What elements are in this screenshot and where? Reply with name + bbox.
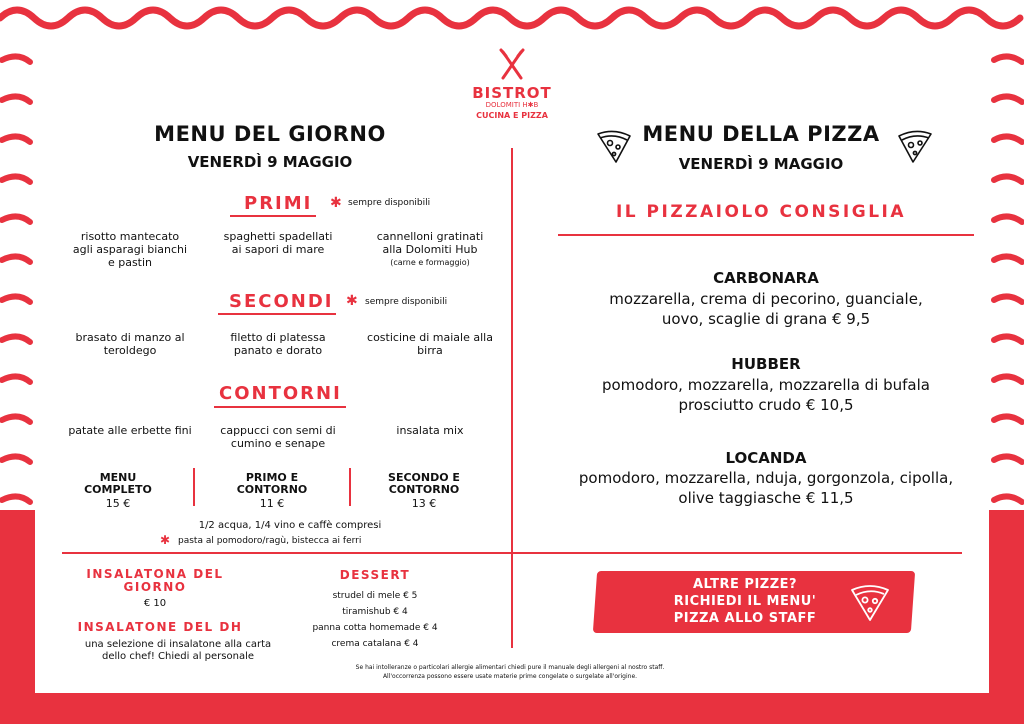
secondi-underline	[218, 313, 336, 315]
pizza-desc-line2: olive taggiasche € 11,5	[678, 489, 854, 507]
contorni-dish-3: insalata mix	[396, 424, 464, 437]
consiglia-heading: IL PIZZAIOLO CONSIGLIA	[615, 202, 907, 222]
price-value: 13 €	[411, 497, 437, 510]
secondi-dish-3: costicine di maiale alla birra	[367, 331, 493, 357]
bottom-divider	[62, 552, 962, 554]
insalatone-title: INSALATONE DEL DH	[77, 620, 243, 634]
dessert-list	[300, 588, 450, 652]
price-label: SECONDO E CONTORNO	[388, 471, 460, 496]
pizza-desc-line2: uovo, scaglie di grana € 9,5	[661, 310, 871, 328]
primi-underline	[230, 215, 316, 217]
primi-dish-2: spaghetti spadellati ai sapori di mare	[223, 230, 333, 256]
dessert-item: panna cotta homemade € 4	[312, 623, 438, 633]
banner-line: PIZZA ALLO STAFF	[673, 611, 817, 626]
left-date: VENERDÌ 9 MAGGIO	[187, 153, 353, 171]
price-label: MENU COMPLETO	[84, 471, 152, 496]
primi-heading: PRIMI	[244, 193, 313, 214]
pizza-name: HUBBER	[731, 355, 801, 373]
pizza-desc-line1: pomodoro, mozzarella, nduja, gorgonzola, cipolla,	[578, 469, 954, 487]
insalatona-price: € 10	[143, 598, 167, 609]
banner-text	[640, 576, 850, 627]
pizza-slice-icon	[848, 580, 892, 624]
fork-knife-icon	[497, 48, 527, 82]
footnote-always: pasta al pomodoro/ragù, bistecca ai ferri	[178, 536, 362, 546]
dessert-title: DESSERT	[339, 568, 411, 582]
banner-line: RICHIEDI IL MENU'	[673, 594, 817, 609]
contorni-dish-2: cappucci con semi di cumino e senape	[220, 424, 336, 450]
secondi-dish-2: filetto di platessa panato e dorato	[230, 331, 326, 357]
price-divider-2	[349, 468, 351, 506]
dessert-item: tiramishub € 4	[342, 607, 408, 617]
secondi-note: sempre disponibili	[365, 297, 448, 307]
brand-sub2: CUCINA E PIZZA	[476, 111, 548, 120]
insalatone-desc: una selezione di insalatone alla carta dello chef! Chiedi al personale	[84, 639, 272, 662]
price-value: 11 €	[259, 497, 285, 510]
contorni-dish-1: patate alle erbette fini	[68, 424, 192, 437]
primi-dish-3: cannelloni gratinati alla Dolomiti Hub	[376, 230, 484, 256]
pizza-name: LOCANDA	[725, 449, 807, 467]
asterisk-icon: ✱	[346, 293, 358, 309]
asterisk-icon: ✱	[160, 533, 171, 547]
price-divider-1	[193, 468, 195, 506]
price-label: PRIMO E CONTORNO	[236, 471, 308, 496]
disclaimer-2: All'occorrenza possono essere usate materie prime congelate o surgelate all'origine.	[382, 673, 638, 680]
dessert-item: crema catalana € 4	[331, 639, 419, 649]
right-date: VENERDÌ 9 MAGGIO	[678, 155, 844, 173]
primi-dish-3-sub: (carne e formaggio)	[390, 258, 470, 267]
contorni-underline	[214, 406, 346, 408]
right-title: MENU DELLA PIZZA	[642, 122, 880, 146]
price-secondo-contorno	[372, 472, 476, 511]
price-primo-contorno	[226, 472, 318, 511]
left-title: MENU DEL GIORNO	[154, 122, 386, 146]
primi-dish-1: risotto mantecato agli asparagi bianchi e pastin	[72, 230, 188, 269]
insalatona-title: INSALATONA DEL GIORNO	[86, 567, 224, 594]
pizza-desc-line1: pomodoro, mozzarella, mozzarella di bufala	[601, 376, 930, 394]
primi-note: sempre disponibili	[348, 198, 431, 208]
asterisk-icon: ✱	[330, 195, 342, 211]
pizza-name: CARBONARA	[713, 269, 819, 287]
dessert-item: strudel di mele € 5	[332, 591, 418, 601]
brand-logo	[462, 48, 562, 121]
price-menu-completo	[72, 472, 164, 511]
secondi-dish-1: brasato di manzo al teroldego	[75, 331, 185, 357]
secondi-heading: SECONDI	[229, 291, 334, 312]
banner-line: ALTRE PIZZE?	[692, 577, 798, 592]
contorni-heading: CONTORNI	[219, 383, 342, 404]
center-divider	[511, 148, 513, 648]
footnote-included: 1/2 acqua, 1/4 vino e caffè compresi	[198, 520, 382, 531]
brand-name: BISTROT	[472, 84, 552, 102]
consiglia-underline	[558, 234, 974, 236]
brand-sub1: DOLOMITI H✱B	[485, 101, 539, 109]
pizza-desc-line2: prosciutto crudo € 10,5	[678, 396, 854, 414]
disclaimer-1: Se hai intolleranze o particolari allergie alimentari chiedi pure il manuale degli allergeni al nostro staff.	[355, 664, 665, 671]
pizza-desc-line1: mozzarella, crema di pecorino, guanciale,	[609, 290, 923, 308]
price-value: 15 €	[105, 497, 131, 510]
